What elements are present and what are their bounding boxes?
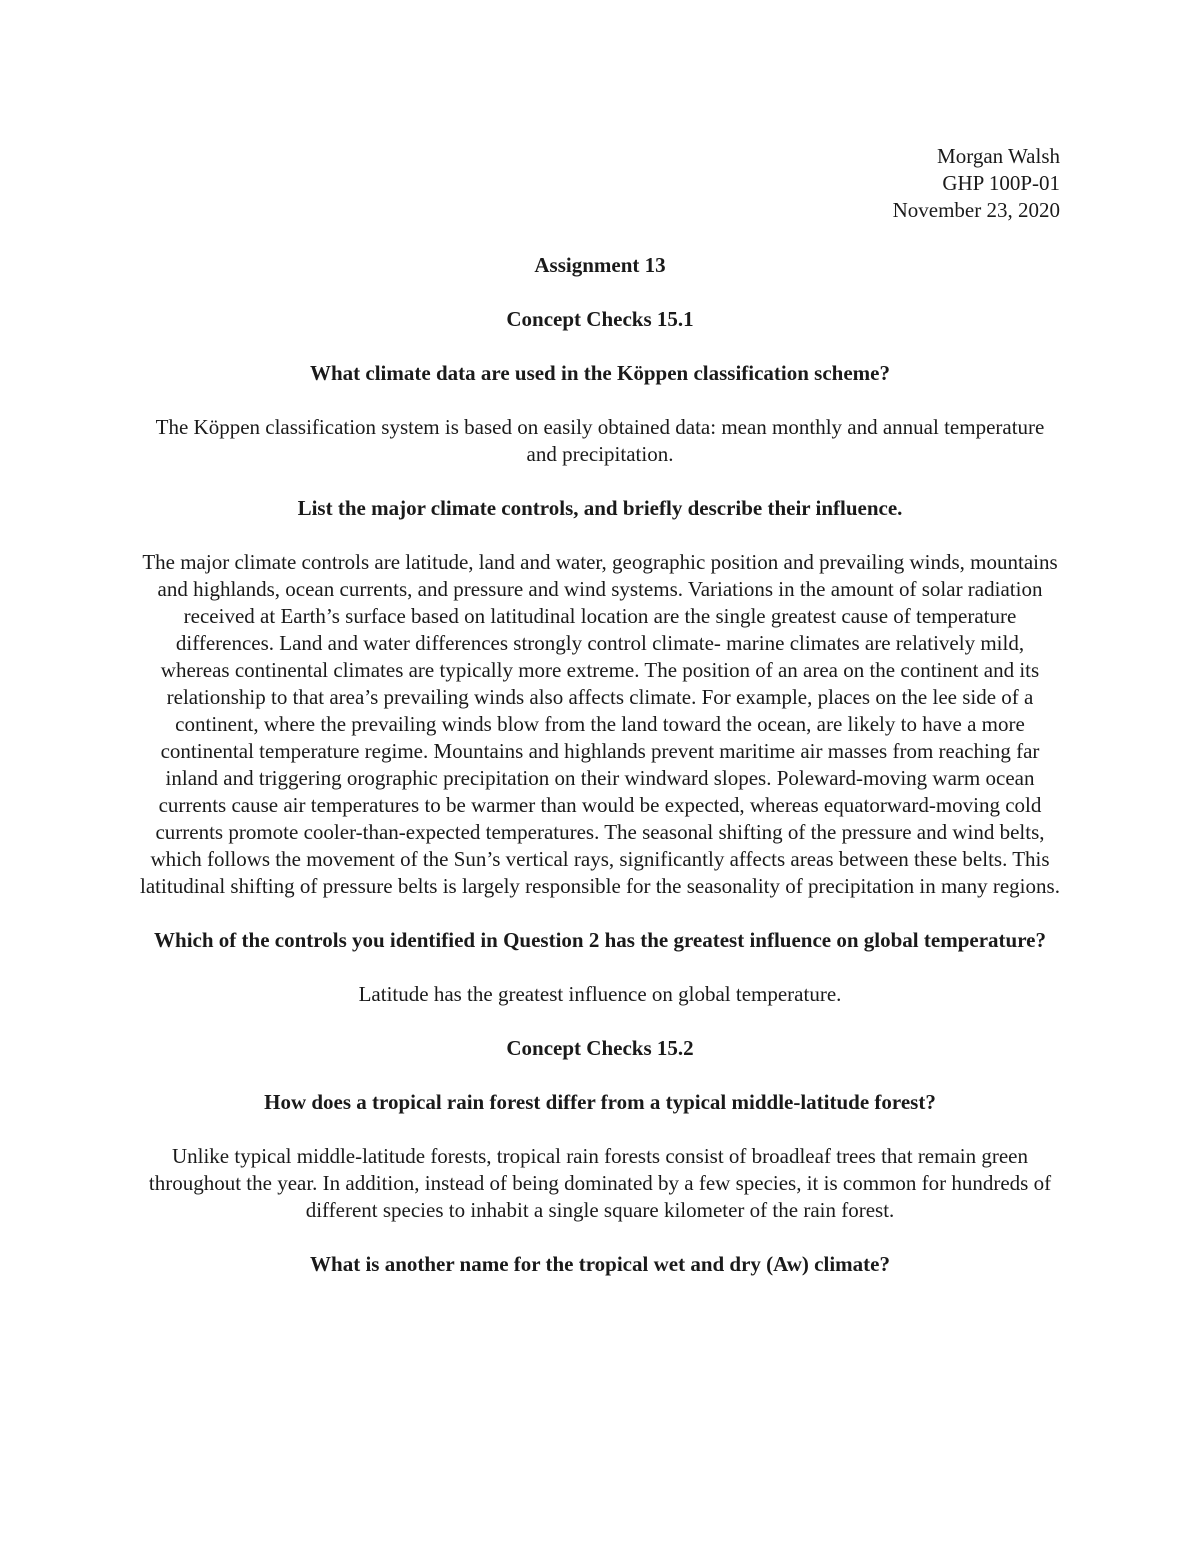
answer-climate-controls: The major climate controls are latitude, land and water, geographic position and prevailing winds, mountains and highlands, ocean currents, and pressure and wind systems. Variations in the amount of solar radiation received at Earth’s surface based on latitudinal location are the single greatest cause of temperature differences. Land and water differences strongly control climate- marine climates are relatively mild, whereas continental climates are typically more extreme. The position of an area on the continent and its relationship to that area’s prevailing winds also affects climate. For example, places on the lee side of a continent, where the prevailing winds blow from the land toward the ocean, are likely to have a more continental temperature regime. Mountains and highlands prevent maritime air masses from reaching far inland and triggering orographic precipitation on their windward slopes. Poleward-moving warm ocean currents cause air temperatures to be warmer than would be expected, whereas equatorward-moving cold currents promote cooler-than-expected temperatures. The seasonal shifting of the pressure and wind belts, which follows the movement of the Sun’s vertical rays, significantly affects areas between these belts. This latitudinal shifting of pressure belts is largely responsible for the seasonality of precipitation in many regions. — [140, 550, 1060, 898]
section-heading-15-2: Concept Checks 15.2 — [506, 1036, 694, 1060]
answer-greatest-influence: Latitude has the greatest influence on global temperature. — [358, 982, 842, 1006]
author-header — [893, 143, 1060, 224]
question-koppen-data: What climate data are used in the Köppen classification scheme? — [309, 361, 890, 385]
question-rain-forest: How does a tropical rain forest differ from a typical middle-latitude forest? — [264, 1090, 936, 1114]
submission-date: November 23, 2020 — [892, 198, 1060, 222]
document-body — [140, 252, 1060, 1305]
answer-rain-forest: Unlike typical middle-latitude forests, tropical rain forests consist of broadleaf trees that remain green throughout the year. In addition, instead of being dominated by a few species, it is common for hundreds of different species to inhabit a single square kilometer of the rain forest. — [148, 1144, 1052, 1222]
answer-koppen-data: The Köppen classification system is based on easily obtained data: mean monthly and annual temperature and precipitation. — [155, 415, 1045, 466]
course-code: GHP 100P-01 — [942, 171, 1060, 195]
question-climate-controls: List the major climate controls, and briefly describe their influence. — [297, 496, 903, 520]
document-title: Assignment 13 — [534, 253, 666, 277]
section-heading-15-1: Concept Checks 15.1 — [506, 307, 694, 331]
question-aw-climate: What is another name for the tropical wet and dry (Aw) climate? — [310, 1252, 890, 1276]
author-name: Morgan Walsh — [937, 144, 1060, 168]
question-greatest-influence: Which of the controls you identified in Question 2 has the greatest influence on global temperature? — [154, 928, 1046, 952]
